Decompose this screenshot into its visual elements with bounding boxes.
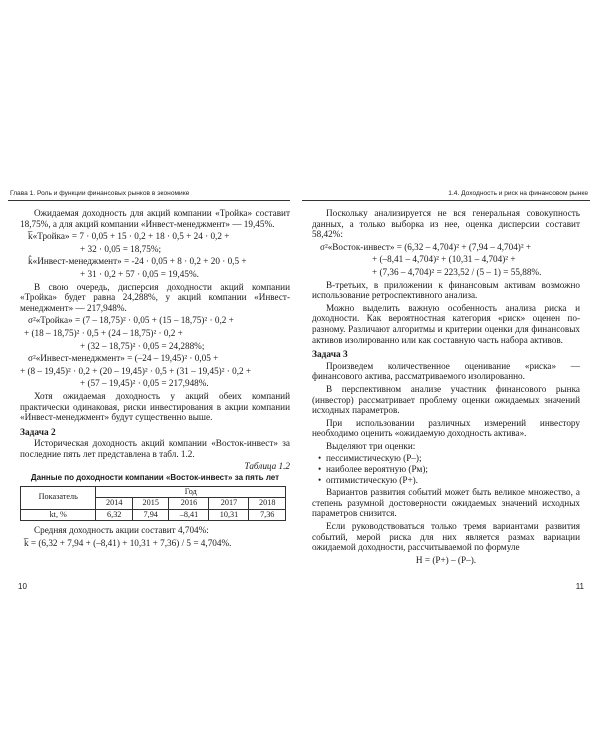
task-title: Задача 2 (20, 427, 56, 438)
year-cell: 2016 (169, 498, 209, 510)
task-title: Задача 3 (312, 350, 348, 361)
paragraph: Историческая доходность акций компании «Восток-инвест» за последние пять лет представлена в табл. 1.2. (20, 438, 290, 459)
running-head: 1.4. Доходность и риск на финансовом рынке (448, 190, 588, 197)
header-rule (302, 200, 590, 201)
value-cell: 6,32 (96, 509, 133, 521)
estimate-list (312, 453, 580, 485)
returns-table (20, 486, 286, 522)
value-cell: 7,36 (249, 509, 286, 521)
paragraph: В свою очередь, дисперсия доходности акций компании «Тройка» будет равна 24,288%, у акций компании «Инвест-менеджмент» — 217,948%. (20, 281, 290, 313)
paragraph: При использовании различных измерений инвестору необходимо оценить «ожидаемую доходность актива». (312, 417, 580, 439)
page-content (20, 208, 290, 551)
running-head: Глава 1. Роль и функции финансовых рынков в экономике (10, 190, 190, 197)
value-cell: 10,31 (209, 509, 249, 521)
formula: + (18 – 18,75)² · 0,5 + (24 – 18,75)² · 0,2 + (24, 327, 183, 338)
formula: + (32 – 18,75)² · 0,05 = 24,288%; (80, 340, 205, 351)
paragraph: Вариантов развития событий может быть великое множество, а степень разумной достоверности ожидаемых значений исходных параметров снизится. (312, 487, 580, 519)
year-cell: 2017 (209, 498, 249, 510)
value-cell: –8,41 (169, 509, 209, 521)
page-content (312, 208, 580, 567)
paragraph: Хотя ожидаемая доходность у акций обеих компаний практически одинаковая, риски инвестирования в акции компании «Инвест-менеджмент» будут существенно выше. (20, 390, 290, 423)
row-label: kt, % (21, 509, 96, 521)
formula: + (7,36 – 4,704)² = 223,52 / (5 – 1) = 55,88%. (372, 266, 542, 277)
table-row (21, 509, 286, 521)
header-rule (8, 200, 290, 201)
formula: + 31 · 0,2 + 57 · 0,05 = 19,45%. (80, 268, 199, 279)
page-number: 10 (18, 582, 27, 591)
formula: + (57 – 19,45)² · 0,05 = 217,948%. (80, 378, 209, 389)
paragraph: Средняя доходность акции составит 4,704%: (34, 525, 209, 536)
table-group-header: Год (96, 486, 286, 498)
paragraph: Ожидаемая доходность для акций компании «Тройка» составит 18,75%, а для акций компании «Инвест-менеджмент» — 19,45%. (20, 208, 290, 229)
value-cell: 7,94 (132, 509, 169, 521)
formula: k̅«Тройка» = 7 · 0,05 + 15 · 0,2 + 18 · 0,5 + 24 · 0,2 + (28, 231, 230, 242)
table-number: Таблица 1.2 (244, 461, 290, 472)
paragraph: В-третьих, в приложении к финансовым активам возможно использование ретроспективного анализа. (312, 279, 580, 301)
right-page (300, 0, 600, 750)
formula: k̂«Инвест-менеджмент» = -24 · 0,05 + 8 · 0,2 + 20 · 0,5 + (28, 256, 247, 267)
paragraph: Произведем количественное оценивание «риска» — финансового актива, рассматриваемого изолированно. (312, 360, 580, 382)
list-item: • наиболее вероятную (Pм); (326, 464, 580, 475)
paragraph: Можно выделить важную особенность анализа риска и доходности. Как вероятностная категория «риск» оценен по-разному. Различают алгоритмы и критерии оценки для финансовых активов изолированно или как составную часть набора активов. (312, 302, 580, 345)
paragraph: Выделяют три оценки: (326, 440, 416, 451)
table-row-header: Показатель (21, 486, 96, 509)
list-item: • оптимистическую (P+). (326, 475, 580, 486)
year-cell: 2018 (249, 498, 286, 510)
formula: + (–8,41 – 4,704)² + (10,31 – 4,704)² + (372, 254, 516, 265)
formula: σ²«Тройка» = (7 – 18,75)² · 0,05 + (15 – 18,75)² · 0,2 + (28, 315, 234, 326)
formula: + (8 – 19,45)² · 0,2 + (20 – 19,45)² · 0,5 + (31 – 19,45)² · 0,2 + (20, 365, 252, 376)
formula: σ²«Инвест-менеджмент» = (–24 – 19,45)² · 0,05 + (28, 353, 219, 364)
formula: H = (P+) – (P–). (415, 554, 477, 565)
page-number: 11 (575, 582, 584, 591)
formula: k̅ = (6,32 + 7,94 + (–8,41) + 10,31 + 7,36) / 5 = 4,704%. (24, 538, 232, 549)
formula: + 32 · 0,05 = 18,75%; (80, 243, 162, 254)
list-item: • пессимистическую (P–); (326, 453, 580, 464)
year-cell: 2015 (132, 498, 169, 510)
paragraph: Поскольку анализируется не вся генеральная совокупность данных, а только выборка из нее, оценка дисперсии составит 58,42%: (312, 208, 580, 240)
paragraph: Если руководствоваться только тремя вариантами развития событий, мерой риска для них является размах вариации ожидаемой доходности, рассчитываемой по формуле (312, 521, 580, 553)
table-title: Данные по доходности компании «Восток-инвест» за пять лет (30, 473, 280, 483)
year-cell: 2014 (96, 498, 133, 510)
paragraph: В перспективном анализе участник финансового рынка (инвестор) рассматривает проблему оценки ожидаемых значений исходных параметров. (312, 383, 580, 416)
formula: σ²«Восток-инвест» = (6,32 – 4,704)² + (7,94 – 4,704)² + (320, 241, 532, 252)
